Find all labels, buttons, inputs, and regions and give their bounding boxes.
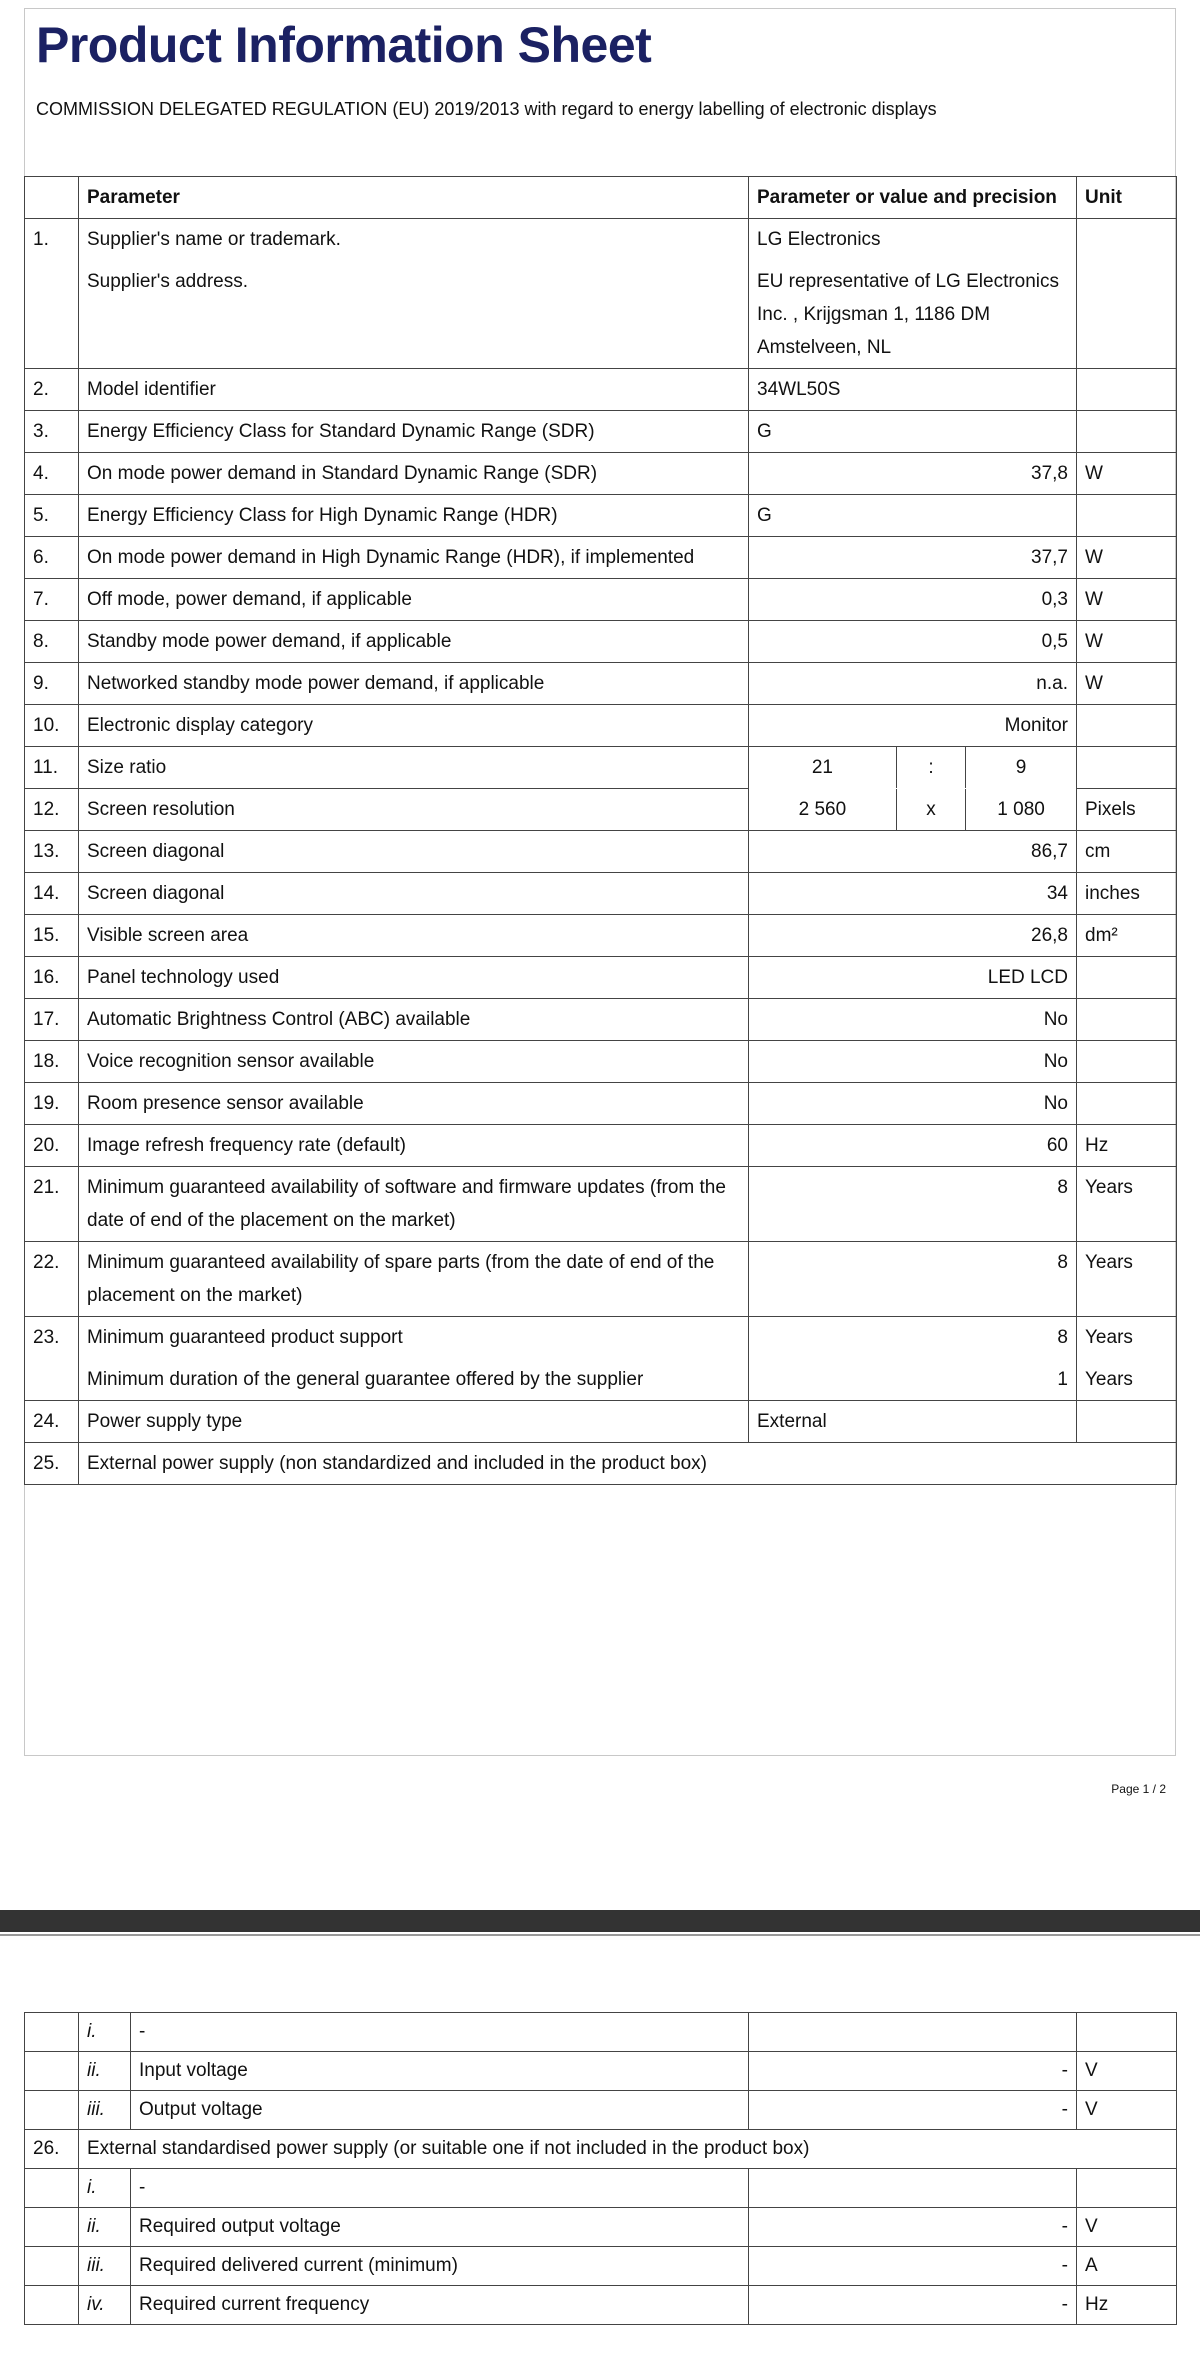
row-number-empty — [25, 2013, 79, 2052]
table-row — [25, 2052, 1177, 2091]
row-number: 22. — [25, 1242, 79, 1317]
row-unit — [1077, 495, 1177, 537]
row-label: Screen resolution — [79, 789, 749, 831]
table-row — [25, 915, 1177, 957]
row-label: External standardised power supply (or suitable one if not included in the product box) — [79, 2130, 1177, 2169]
row-value: 60 — [749, 1125, 1077, 1167]
table-row — [25, 1041, 1177, 1083]
row-unit: Years — [1077, 1167, 1177, 1242]
row-roman-index: i. — [79, 2013, 131, 2052]
row-value: Monitor — [749, 705, 1077, 747]
row-unit: V — [1077, 2052, 1177, 2091]
row-number: 15. — [25, 915, 79, 957]
row-value: EU representative of LG Electronics Inc. , Krijgsman 1, 1186 DM Amstelveen, NL — [749, 261, 1077, 369]
table-row — [25, 999, 1177, 1041]
row-value: 37,8 — [749, 453, 1077, 495]
table-row — [25, 1443, 1177, 1485]
row-unit: inches — [1077, 873, 1177, 915]
row-unit: V — [1077, 2091, 1177, 2130]
table-row — [25, 495, 1177, 537]
row-number: 25. — [25, 1443, 79, 1485]
table-row — [25, 957, 1177, 999]
row-label: Off mode, power demand, if applicable — [79, 579, 749, 621]
table-row — [25, 873, 1177, 915]
row-label: Screen diagonal — [79, 873, 749, 915]
row-unit — [1077, 705, 1177, 747]
row-unit: Hz — [1077, 1125, 1177, 1167]
row-label: Automatic Brightness Control (ABC) available — [79, 999, 749, 1041]
row-unit — [1077, 219, 1177, 261]
row-label: Voice recognition sensor available — [79, 1041, 749, 1083]
row-value: 0,3 — [749, 579, 1077, 621]
row-unit: dm² — [1077, 915, 1177, 957]
row-number: 3. — [25, 411, 79, 453]
row-label: Visible screen area — [79, 915, 749, 957]
table-row — [25, 579, 1177, 621]
row-value: - — [749, 2208, 1077, 2247]
row-number: 14. — [25, 873, 79, 915]
table-row — [25, 831, 1177, 873]
row-value: 37,7 — [749, 537, 1077, 579]
row-value: LG Electronics — [749, 219, 1077, 261]
table-header-row — [25, 177, 1177, 219]
table-row — [25, 1242, 1177, 1317]
row-number: 18. — [25, 1041, 79, 1083]
row-number: 16. — [25, 957, 79, 999]
row-label: Required delivered current (minimum) — [131, 2247, 749, 2286]
value-b: 1 080 — [997, 798, 1045, 820]
row-label: Standby mode power demand, if applicable — [79, 621, 749, 663]
row-label: - — [131, 2013, 749, 2052]
row-unit — [1077, 1401, 1177, 1443]
row-label: Required current frequency — [131, 2286, 749, 2325]
value-b: 9 — [1015, 757, 1027, 778]
row-number: 4. — [25, 453, 79, 495]
row-number — [25, 1359, 79, 1401]
row-number — [25, 261, 79, 369]
table-row — [25, 1317, 1177, 1359]
row-value: No — [749, 1083, 1077, 1125]
row-value: 8 — [749, 1317, 1077, 1359]
table-row — [25, 2169, 1177, 2208]
row-unit — [1077, 747, 1177, 789]
row-value: n.a. — [749, 663, 1077, 705]
product-info-table — [24, 176, 1177, 1485]
row-unit: Years — [1077, 1242, 1177, 1317]
row-label: On mode power demand in Standard Dynamic Range (SDR) — [79, 453, 749, 495]
row-value: 86,7 — [749, 831, 1077, 873]
row-number: 21. — [25, 1167, 79, 1242]
row-value: - — [749, 2286, 1077, 2325]
row-label: Model identifier — [79, 369, 749, 411]
row-number: 24. — [25, 1401, 79, 1443]
row-unit — [1077, 369, 1177, 411]
row-label: Supplier's address. — [79, 261, 749, 369]
table-row — [25, 1401, 1177, 1443]
page-number: Page 1 / 2 — [1111, 1782, 1166, 1796]
row-unit: Years — [1077, 1359, 1177, 1401]
row-unit: A — [1077, 2247, 1177, 2286]
row-label: Energy Efficiency Class for High Dynamic Range (HDR) — [79, 495, 749, 537]
row-value: G — [749, 411, 1077, 453]
row-number: 9. — [25, 663, 79, 705]
table-row — [25, 2013, 1177, 2052]
row-unit — [1077, 957, 1177, 999]
row-number-empty — [25, 2286, 79, 2325]
header-parameter: Parameter — [79, 177, 749, 219]
row-number: 19. — [25, 1083, 79, 1125]
row-value: LED LCD — [749, 957, 1077, 999]
table-row — [25, 261, 1177, 369]
row-unit — [1077, 1083, 1177, 1125]
row-label: Networked standby mode power demand, if applicable — [79, 663, 749, 705]
row-number: 17. — [25, 999, 79, 1041]
row-number: 7. — [25, 579, 79, 621]
table-row — [25, 747, 1177, 789]
row-number-empty — [25, 2052, 79, 2091]
row-value: - — [749, 2052, 1077, 2091]
table-row — [25, 2091, 1177, 2130]
table-row — [25, 2208, 1177, 2247]
row-unit: Hz — [1077, 2286, 1177, 2325]
table-row — [25, 2286, 1177, 2325]
row-roman-index: iii. — [79, 2091, 131, 2130]
row-value: 34 — [749, 873, 1077, 915]
table-row — [25, 621, 1177, 663]
row-label: Screen diagonal — [79, 831, 749, 873]
row-unit: W — [1077, 621, 1177, 663]
header-value: Parameter or value and precision — [749, 177, 1077, 219]
row-value-split — [749, 747, 1077, 789]
page-divider — [0, 1910, 1200, 1932]
regulation-text: COMMISSION DELEGATED REGULATION (EU) 2019/2013 with regard to energy labelling of electronic displays — [36, 99, 937, 119]
row-label: Required output voltage — [131, 2208, 749, 2247]
row-label: Image refresh frequency rate (default) — [79, 1125, 749, 1167]
row-value: External — [749, 1401, 1077, 1443]
row-value: 8 — [749, 1242, 1077, 1317]
row-number: 2. — [25, 369, 79, 411]
row-roman-index: ii. — [79, 2208, 131, 2247]
row-number: 26. — [25, 2130, 79, 2169]
row-label: Supplier's name or trademark. — [79, 219, 749, 261]
row-value: No — [749, 1041, 1077, 1083]
row-number: 6. — [25, 537, 79, 579]
row-unit — [1077, 2013, 1177, 2052]
row-number: 8. — [25, 621, 79, 663]
row-unit: Pixels — [1077, 789, 1177, 831]
row-label: Energy Efficiency Class for Standard Dynamic Range (SDR) — [79, 411, 749, 453]
table-row — [25, 453, 1177, 495]
row-label: On mode power demand in High Dynamic Range (HDR), if implemented — [79, 537, 749, 579]
table-row — [25, 1083, 1177, 1125]
row-value: 0,5 — [749, 621, 1077, 663]
page-title: Product Information Sheet — [36, 17, 652, 73]
row-number-empty — [25, 2208, 79, 2247]
table-row — [25, 369, 1177, 411]
row-number: 23. — [25, 1317, 79, 1359]
row-value: 8 — [749, 1167, 1077, 1242]
row-number: 20. — [25, 1125, 79, 1167]
row-number: 11. — [25, 747, 79, 789]
row-value: G — [749, 495, 1077, 537]
table-row — [25, 219, 1177, 261]
row-label: Electronic display category — [79, 705, 749, 747]
row-value: 1 — [749, 1359, 1077, 1401]
row-number: 5. — [25, 495, 79, 537]
row-label: Power supply type — [79, 1401, 749, 1443]
row-label: Minimum duration of the general guarantee offered by the supplier — [79, 1359, 749, 1401]
row-roman-index: iv. — [79, 2286, 131, 2325]
header-unit: Unit — [1077, 177, 1177, 219]
row-number: 13. — [25, 831, 79, 873]
row-label: Minimum guaranteed availability of spare parts (from the date of end of the placement on the market) — [79, 1242, 749, 1317]
row-value: - — [749, 2247, 1077, 2286]
row-label: Panel technology used — [79, 957, 749, 999]
row-label: Room presence sensor available — [79, 1083, 749, 1125]
product-info-table-page-2 — [24, 2012, 1177, 2325]
row-number-empty — [25, 2169, 79, 2208]
row-unit: W — [1077, 579, 1177, 621]
table-row — [25, 537, 1177, 579]
value-a: 21 — [811, 757, 833, 778]
page-divider-line — [0, 1934, 1200, 1936]
row-value — [749, 2169, 1077, 2208]
row-number-empty — [25, 2247, 79, 2286]
row-value: 34WL50S — [749, 369, 1077, 411]
row-unit: V — [1077, 2208, 1177, 2247]
row-label: External power supply (non standardized and included in the product box) — [79, 1443, 1177, 1485]
row-unit — [1077, 2169, 1177, 2208]
row-number: 12. — [25, 789, 79, 831]
row-value: No — [749, 999, 1077, 1041]
table-row — [25, 705, 1177, 747]
row-number-empty — [25, 2091, 79, 2130]
row-unit: W — [1077, 537, 1177, 579]
table-row — [25, 2130, 1177, 2169]
row-value: - — [749, 2091, 1077, 2130]
value-sep: x — [896, 789, 965, 830]
table-row — [25, 789, 1177, 831]
row-unit: cm — [1077, 831, 1177, 873]
row-unit — [1077, 999, 1177, 1041]
value-sep: : — [896, 747, 965, 788]
table-row — [25, 1125, 1177, 1167]
row-roman-index: ii. — [79, 2052, 131, 2091]
row-roman-index: i. — [79, 2169, 131, 2208]
row-label: Minimum guaranteed product support — [79, 1317, 749, 1359]
row-label: - — [131, 2169, 749, 2208]
row-unit — [1077, 1041, 1177, 1083]
row-label: Input voltage — [131, 2052, 749, 2091]
row-value-split — [749, 789, 1077, 831]
table-row — [25, 663, 1177, 705]
value-a: 2 560 — [798, 798, 847, 820]
row-value — [749, 2013, 1077, 2052]
table-row — [25, 1359, 1177, 1401]
row-unit: Years — [1077, 1317, 1177, 1359]
row-value: 26,8 — [749, 915, 1077, 957]
row-label: Minimum guaranteed availability of software and firmware updates (from the date of end of the placement on the market) — [79, 1167, 749, 1242]
table-row — [25, 2247, 1177, 2286]
table-row — [25, 411, 1177, 453]
row-unit — [1077, 261, 1177, 369]
row-label: Size ratio — [79, 747, 749, 789]
row-unit: W — [1077, 453, 1177, 495]
row-number: 1. — [25, 219, 79, 261]
row-label: Output voltage — [131, 2091, 749, 2130]
row-unit: W — [1077, 663, 1177, 705]
row-roman-index: iii. — [79, 2247, 131, 2286]
row-number: 10. — [25, 705, 79, 747]
table-row — [25, 1167, 1177, 1242]
row-unit — [1077, 411, 1177, 453]
